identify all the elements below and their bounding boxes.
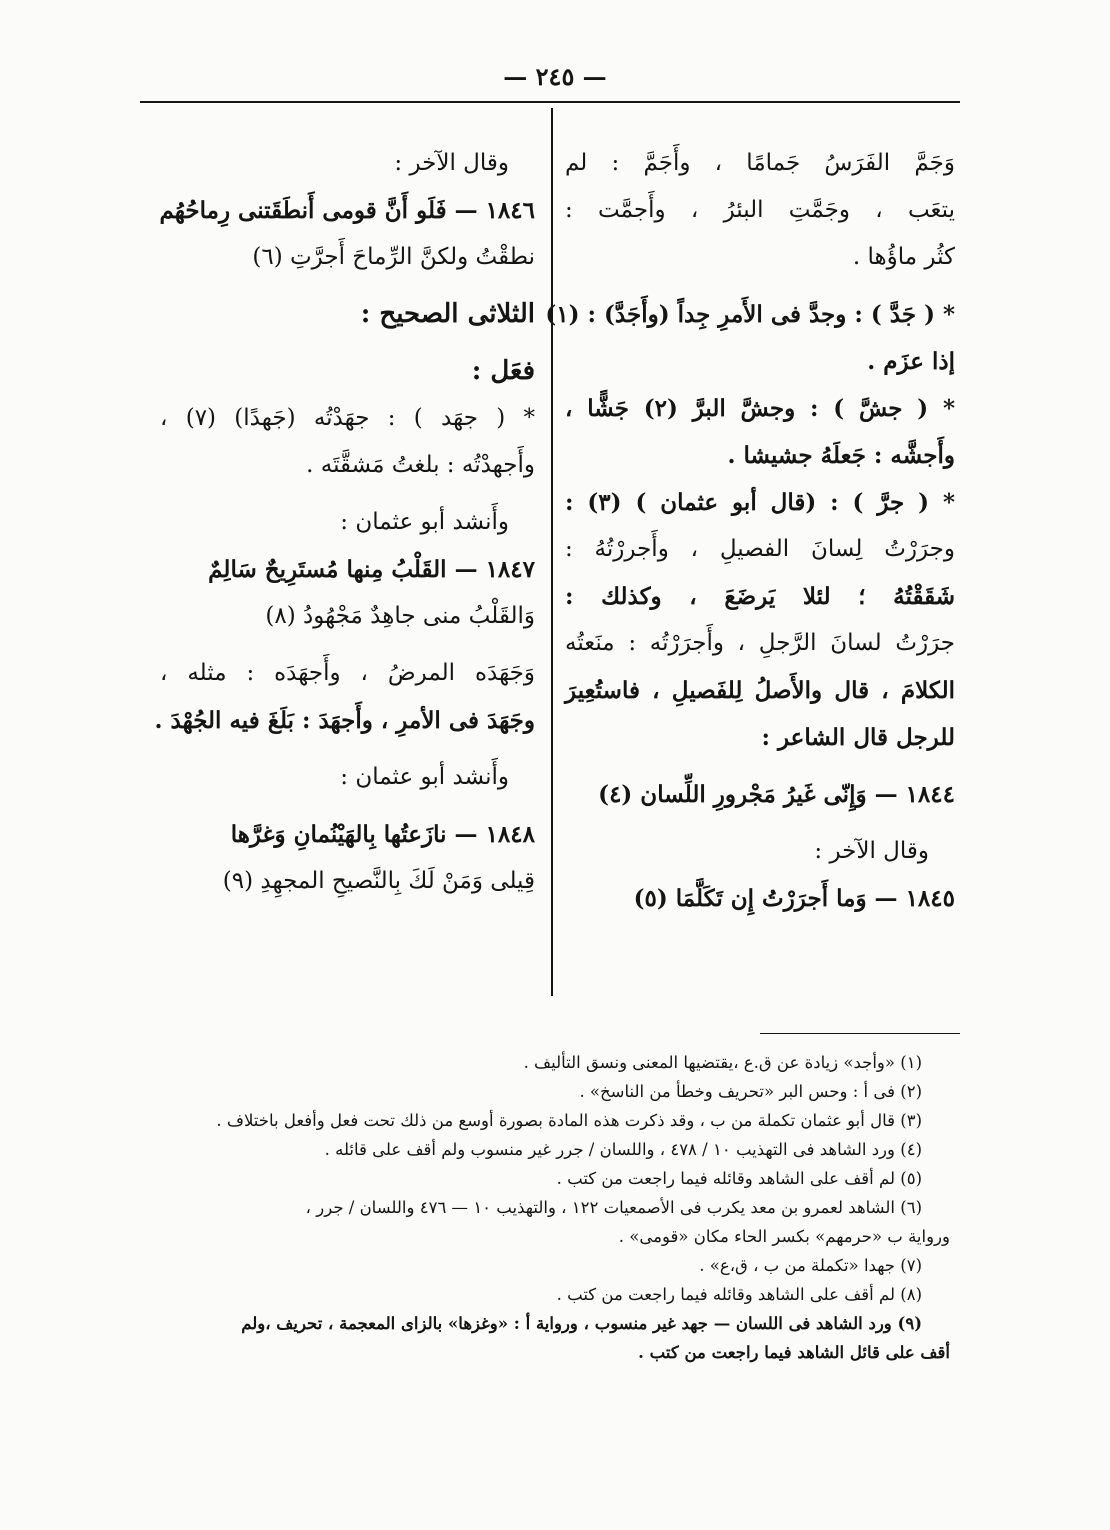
- footnote: (٧) جهدا «تكملة من ب ، ق،ع» .: [699, 1256, 922, 1275]
- verse-line: ١٨٤٦ — فَلَو أَنَّ قومى أَنطَقَتنى رِماحُهُم: [159, 197, 535, 224]
- footnotes: [150, 1048, 950, 1367]
- footnote-continuation: ورواية ب «حرمهم» بكسر الحاء مكان «قومى» .: [618, 1227, 950, 1246]
- text-line: للرجل قال الشاعر :: [761, 724, 955, 751]
- text-line: وأَجشَّه : جَعلَهُ جشيشا .: [727, 442, 955, 469]
- text-line: وقال الآخر :: [394, 150, 509, 176]
- entry-heading-line: * ( جشَّ ) : وجشَّ البرَّ (٢) جَشًّا ،: [565, 395, 955, 422]
- entry-heading-line: * ( جرَّ ) : (قال أبو عثمان ) (٣) :: [565, 489, 955, 516]
- entry-heading-line: * ( جَدَّ ) : وجدَّ فى الأَمرِ جِداً (وأَجَدَّ) : (١): [545, 301, 955, 328]
- text-line: جرَرْتُ لسانَ الرَّجلِ ، وأَجرَرْتُه : منَعتُه: [565, 630, 955, 656]
- text-line: وَجَمَّ الفَرَسُ جَمامًا ، وأَجَمَّ : لم: [565, 150, 955, 176]
- left-column: [154, 140, 535, 905]
- footnote-continuation: أقف على قائل الشاهد فيما راجعت من كتب .: [638, 1343, 950, 1362]
- footnote-rule: [760, 1033, 960, 1034]
- footnote: (٩) ورد الشاهد فى اللسان — جهد غير منسوب ، ورواية أ : «وغزها» بالزاى المعجمة ، تحريف ،ولم: [241, 1314, 922, 1333]
- footnote: (٨) لم أقف على الشاهد وقائله فيما راجعت من كتب .: [556, 1285, 922, 1304]
- footnote: (٥) لم أقف على الشاهد وقائله فيما راجعت من كتب .: [556, 1169, 922, 1188]
- text-line: كثُر ماؤُها .: [852, 244, 955, 270]
- footnote: (١) «وأجد» زيادة عن ق.ع ،يقتضيها المعنى ونسق التأليف .: [523, 1053, 922, 1072]
- section-heading: فعَل :: [471, 356, 535, 386]
- verse-line: ١٨٤٨ — نازَعتُها بِالهَيْنُمانِ وَغرَّها: [230, 821, 535, 848]
- text-line: وجَهَدَ فى الأمرِ ، وأَجهَدَ : بَلَغَ فيه الجُهْدَ .: [154, 707, 535, 734]
- header-rule: [140, 101, 960, 103]
- text-line: وأَجهدْتُه : بلغتُ مَشقَّتَه .: [306, 452, 535, 478]
- entry-heading-line: * ( جهَد ) : جهَدْتُه (جَهدًا) (٧) ،: [160, 405, 535, 431]
- right-column: [545, 140, 955, 922]
- text-line: شَقَقْتُهُ ؛ لئلا يَرضَعَ ، وكذلك :: [565, 583, 955, 610]
- footnote: (٦) الشاهد لعمرو بن معد يكرب فى الأصمعيات ١٢٢ ، والتهذيب ١٠ — ٤٧٦ واللسان / جرر ،: [305, 1198, 922, 1217]
- verse-line: نطقْتُ ولكنَّ الرِّماحَ أَجرَّتِ (٦): [252, 244, 535, 270]
- text-line: وجرَرْتُ لِسانَ الفصيلِ ، وأَجررْتُهُ :: [565, 536, 955, 562]
- text-line: الكلامَ ، قال والأَصلُ لِلفَصيلِ ، فاستُعِيرَ: [565, 677, 955, 704]
- verse-line: قِيلى وَمَنْ لَكَ بِالنَّصيحِ المجهِدِ (٩): [222, 868, 535, 894]
- text-line: يتعَب ، وجَمَّتِ البئرُ ، وأَجمَّت :: [565, 197, 955, 223]
- verse-line: وَالقَلْبُ منى جاهِدٌ مَجْهُودُ (٨): [265, 603, 535, 629]
- verse-line: ١٨٤٤ — وَإِنّى غَيرُ مَجْرورِ اللِّسان (٤): [598, 781, 955, 808]
- footnote: (٣) قال أبو عثمان تكملة من ب ، وقد ذكرت هذه المادة بصورة أوسع من ذلك تحت فعل وأفعل باختلاف .: [216, 1111, 922, 1130]
- page-number: — ٢٤٥ —: [503, 62, 607, 91]
- text-line: إذا عزَم .: [867, 348, 955, 375]
- text-line: وقال الآخر :: [814, 838, 929, 864]
- verse-line: ١٨٤٧ — القَلْبُ مِنها مُستَرِيحٌ سَالِمٌ: [208, 556, 535, 583]
- text-line: وأَنشد أبو عثمان :: [340, 509, 509, 535]
- footnote: (٢) فى أ : وحس البر «تحريف وخطأ من الناسخ» .: [579, 1082, 922, 1101]
- column-divider: [551, 108, 553, 996]
- text-line: وأَنشد أبو عثمان :: [340, 764, 509, 790]
- verse-line: ١٨٤٥ — وَما أَجرَرْتُ إِن تَكَلَّمَا (٥): [633, 885, 955, 912]
- footnote: (٤) ورد الشاهد فى التهذيب ١٠ / ٤٧٨ ، واللسان / جرر غير منسوب ولم أقف على قائله .: [324, 1140, 922, 1159]
- text-line: وَجَهَدَه المرضُ ، وأَجهَدَه : مثله ،: [160, 660, 535, 686]
- section-heading: الثلاثى الصحيح :: [360, 299, 535, 329]
